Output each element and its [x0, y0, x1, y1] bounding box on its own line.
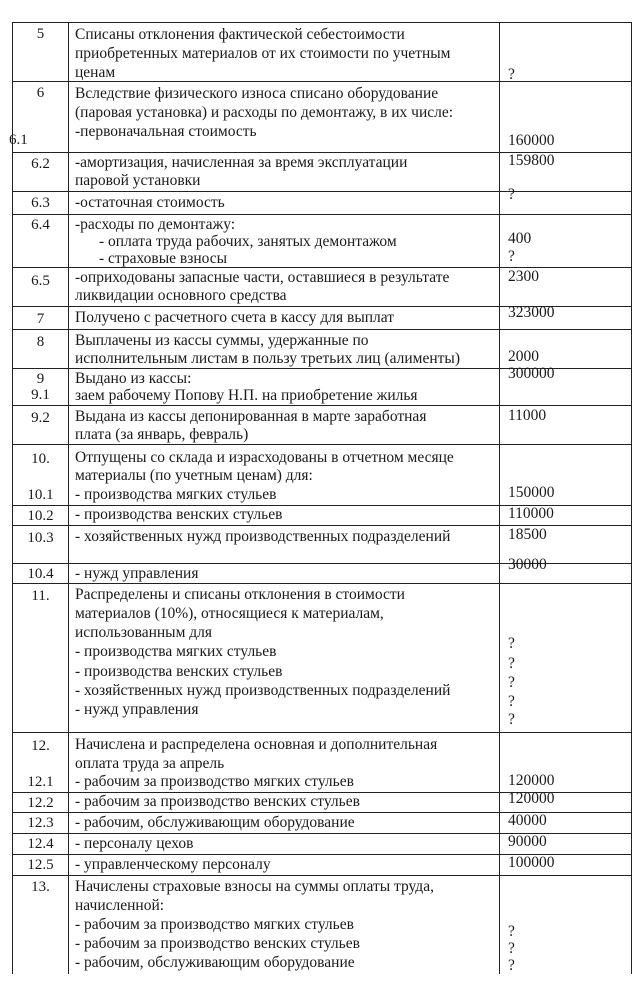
table-row	[12, 876, 632, 974]
row-sum: 18500	[508, 526, 547, 543]
row-sum: 2300	[508, 268, 539, 285]
row-sum: ?	[508, 711, 515, 728]
row-text: - производства мягких стульев	[75, 643, 277, 660]
row-sum: 323000	[508, 304, 555, 321]
row-text: (паровая установка) и расходы по демонтажу, в их числе:	[75, 104, 454, 121]
row-text: Выплачены из кассы суммы, удержанные по	[75, 332, 369, 349]
row-text: -амортизация, начисленная за время эксплуатации	[75, 154, 408, 171]
row-sum: ?	[508, 635, 515, 652]
row-text: Списаны отклонения фактической себестоимости	[75, 26, 405, 43]
row-number: 11.	[31, 588, 50, 604]
row-text: - рабочим за производство мягких стульев	[75, 773, 354, 790]
row-sum: 11000	[508, 407, 547, 424]
row-text: Выдано из кассы:	[75, 370, 192, 387]
table-row	[12, 153, 632, 192]
row-text: - рабочим за производство венских стульев	[75, 793, 360, 810]
row-text: - хозяйственных нужд производственных подразделений	[75, 528, 451, 545]
row-text: - оплата труда рабочих, занятых демонтажом	[99, 233, 397, 250]
table-row	[12, 304, 632, 330]
table-row	[12, 813, 632, 834]
table-row	[12, 733, 632, 793]
row-text: Отпущены со склада и израсходованы в отчетном месяце	[75, 449, 454, 466]
row-number: 7	[36, 311, 45, 327]
row-sum: 120000	[508, 790, 555, 807]
row-number: 10.2	[27, 508, 54, 524]
row-text: ценам	[75, 64, 116, 81]
row-sum: 100000	[508, 854, 555, 871]
row-text: приобретенных материалов от их стоимости по учетным	[75, 45, 451, 62]
row-text: Получено с расчетного счета в кассу для выплат	[75, 309, 395, 326]
table-row	[12, 215, 632, 268]
row-number: 10.1	[27, 487, 54, 503]
row-sum: 159800	[508, 152, 555, 169]
row-number: 12.	[31, 738, 50, 754]
row-text: - рабочим за производство венских стульев	[75, 935, 360, 952]
row-text: исполнительным листам в пользу третьих лиц (алименты)	[75, 350, 460, 367]
row-sum: 2000	[508, 348, 539, 365]
row-sum: ?	[508, 693, 515, 710]
row-number: 6	[36, 85, 45, 101]
row-text: начисленной:	[75, 897, 165, 914]
operations-table	[9, 22, 632, 974]
row-text: - производства венских стульев	[75, 663, 283, 680]
row-number: 12.2	[27, 795, 54, 811]
row-number: 6.1	[9, 132, 28, 148]
row-text: -первоначальная стоимость	[75, 123, 257, 140]
row-number: 10.	[31, 451, 50, 467]
table-row	[12, 790, 632, 813]
row-text: - хозяйственных нужд производственных подразделений	[75, 682, 451, 699]
row-text: ликвидации основного средства	[75, 287, 287, 304]
row-number: 12.5	[27, 857, 54, 873]
row-number: 12.1	[27, 774, 54, 790]
row-sum: ?	[508, 957, 515, 974]
row-number: 10.3	[27, 530, 54, 546]
row-text: Начислена и распределена основная и дополнительная	[75, 736, 438, 753]
row-number: 9.2	[31, 410, 50, 426]
row-text: - нужд управления	[75, 565, 199, 582]
row-number: 8	[36, 334, 45, 350]
row-number: 6.2	[31, 156, 50, 172]
row-sum: ?	[508, 655, 515, 672]
row-text: - производства мягких стульев	[75, 486, 277, 503]
row-text: - персоналу цехов	[75, 835, 194, 852]
row-number: 10.4	[27, 566, 54, 582]
row-text: - нужд управления	[75, 701, 199, 718]
table-row	[12, 22, 632, 82]
row-sum: 30000	[508, 556, 547, 573]
row-sum: 160000	[508, 132, 555, 149]
table-row	[12, 834, 632, 855]
row-number: 12.3	[27, 815, 54, 831]
row-sum: 90000	[508, 833, 547, 850]
row-sum: 120000	[508, 772, 555, 789]
row-text: -остаточная стоимость	[75, 194, 225, 211]
table-row	[9, 82, 632, 153]
row-sum: 300000	[508, 365, 555, 382]
row-number: 6.5	[31, 273, 50, 289]
row-text: -оприходованы запасные части, оставшиеся в результате	[75, 269, 450, 286]
row-text: - управленческому персоналу	[75, 856, 271, 873]
row-text: Вследствие физического износа списано оборудование	[75, 85, 439, 102]
row-text: материалы (по учетным ценам) для:	[75, 467, 313, 484]
row-sum: 40000	[508, 812, 547, 829]
row-number: 13.	[31, 879, 50, 895]
table-row	[12, 584, 632, 733]
row-text: плата (за январь, февраль)	[75, 426, 249, 443]
row-text: - страховые взносы	[99, 250, 228, 267]
row-number: 9	[36, 371, 45, 387]
table-row	[12, 556, 632, 584]
row-text: использованным для	[75, 624, 213, 641]
table-row	[12, 268, 632, 307]
row-number: 12.4	[27, 836, 54, 852]
row-sum: ?	[508, 674, 515, 691]
row-text: - производства венских стульев	[75, 506, 283, 523]
table-row	[12, 855, 632, 876]
row-sum: 150000	[508, 484, 555, 501]
table-row	[12, 406, 632, 445]
table-row	[12, 506, 632, 526]
row-number: 5	[36, 26, 45, 42]
row-text: -расходы по демонтажу:	[75, 216, 236, 233]
row-text: - рабочим, обслуживающим оборудование	[75, 814, 355, 831]
row-text: - рабочим, обслуживающим оборудование	[75, 954, 355, 971]
row-sum: ?	[508, 186, 515, 203]
row-text: заем рабочему Попову Н.П. на приобретение жилья	[75, 387, 418, 404]
row-text: оплата труда за апрель	[75, 755, 225, 772]
row-sum: 110000	[508, 505, 554, 522]
row-number: 9.1	[31, 387, 50, 403]
table-row	[12, 186, 632, 215]
row-number: 6.3	[31, 195, 50, 211]
row-number: 6.4	[31, 217, 50, 233]
row-text: Распределены и списаны отклонения в стоимости	[75, 586, 405, 603]
row-sum: ?	[508, 923, 515, 940]
row-text: Начислены страховые взносы на суммы оплаты труда,	[75, 878, 434, 895]
table-row	[12, 365, 632, 406]
row-text: Выдана из кассы депонированная в марте заработная	[75, 408, 427, 425]
table-row	[12, 445, 632, 506]
document-page	[9, 22, 632, 974]
row-text: материалов (10%), относящиеся к материалам,	[75, 605, 384, 622]
row-sum: ?	[508, 66, 515, 83]
row-text: паровой установки	[75, 172, 201, 189]
row-sum: ?	[508, 248, 515, 265]
row-text: - рабочим за производство мягких стульев	[75, 916, 354, 933]
row-sum: ?	[508, 940, 515, 957]
row-sum: 400	[508, 230, 532, 247]
